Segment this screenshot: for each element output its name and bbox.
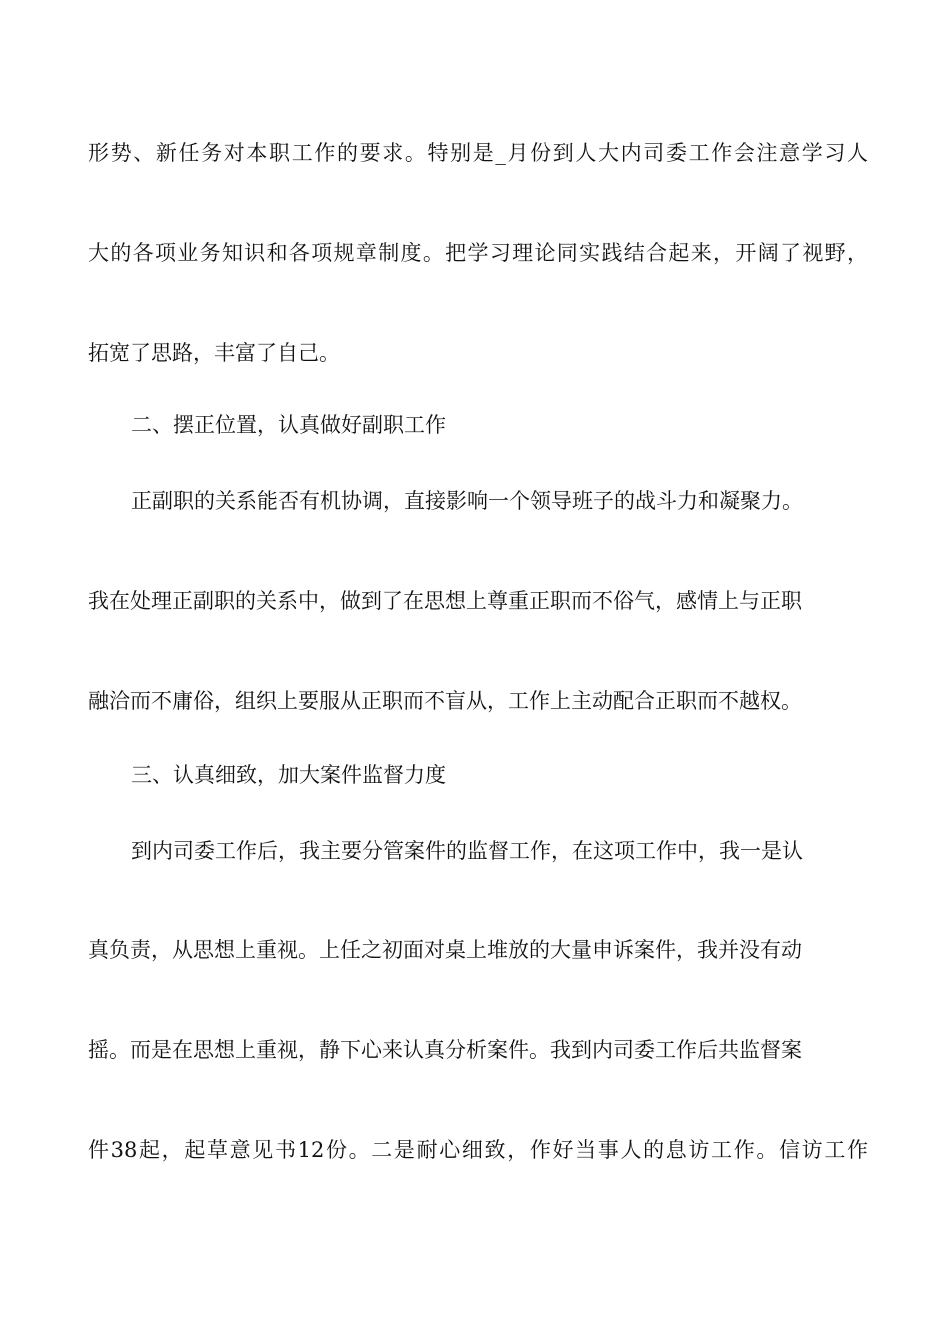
text-line-10: 真负责，从思想上重视。上任之初面对桌上堆放的大量申诉案件，我并没有动	[88, 938, 802, 962]
text-line-6: 我在处理正副职的关系中，做到了在思想上尊重正职而不俗气，感情上与正职	[88, 589, 802, 613]
text-line-1: 形势、新任务对本职工作的要求。特别是_月份到人大内司委工作会注意学习人	[88, 141, 868, 165]
text-line-5: 正副职的关系能否有机协调，直接影响一个领导班子的战斗力和凝聚力。	[131, 489, 803, 513]
section-heading-2: 二、摆正位置，认真做好副职工作	[131, 413, 446, 437]
text-line-7: 融洽而不庸俗，组织上要服从正职而不盲从，工作上主动配合正职而不越权。	[88, 689, 802, 713]
section-heading-3: 三、认真细致，加大案件监督力度	[131, 763, 446, 787]
text-line-11: 摇。而是在思想上重视，静下心来认真分析案件。我到内司委工作后共监督案	[88, 1038, 802, 1062]
text-line-3: 拓宽了思路，丰富了自己。	[88, 341, 340, 365]
text-line-2: 大的各项业务知识和各项规章制度。把学习理论同实践结合起来，开阔了视野，	[88, 241, 868, 265]
text-line-12: 件38起，起草意见书12份。二是耐心细致，作好当事人的息访工作。信访工作	[88, 1138, 868, 1162]
text-line-9: 到内司委工作后，我主要分管案件的监督工作，在这项工作中，我一是认	[131, 839, 803, 863]
